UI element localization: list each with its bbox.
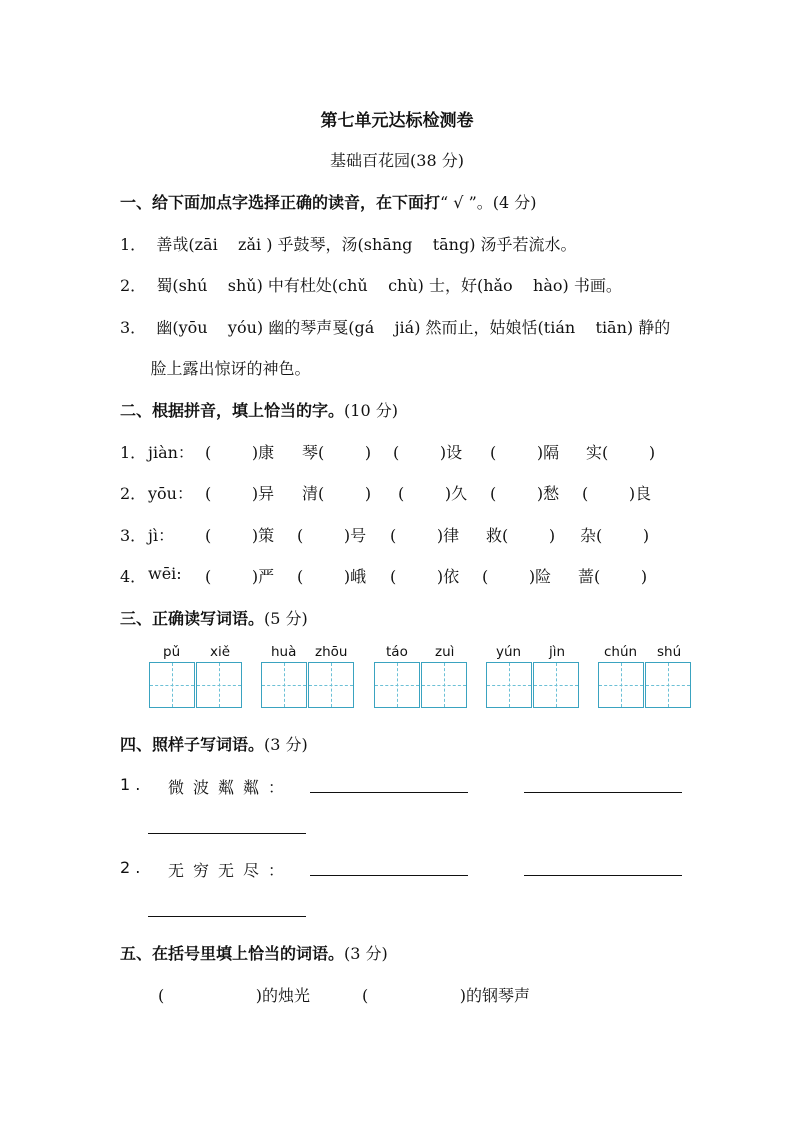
s1-item-1: 1． 善哉(zāi zǎi ) 乎鼓琴，汤(shāng tāng) 汤乎若流水。 <box>120 235 577 254</box>
writing-cell[interactable] <box>598 662 644 708</box>
pinyin-label: jìn <box>549 644 566 660</box>
pinyin-label: zhōu <box>315 644 348 660</box>
s4-item-1-word: 微波粼粼： <box>168 778 294 797</box>
section-2-heading: 二、根据拼音，填上恰当的字。(10 分) <box>120 401 398 420</box>
pinyin-label: táo <box>386 644 408 660</box>
answer-line[interactable] <box>524 875 682 876</box>
page-subtitle: 基础百花园(38 分) <box>330 151 464 170</box>
writing-cell[interactable] <box>196 662 242 708</box>
s1-item-2: 2． 蜀(shú shǔ) 中有杜处(chǔ chù) 士，好(hǎo hào) 书画。 <box>120 276 622 295</box>
section-4-heading: 四、照样子写词语。(3 分) <box>120 735 308 754</box>
pinyin-label: pǔ <box>163 644 181 660</box>
page-title: 第七单元达标检测卷 <box>320 111 474 131</box>
pinyin-label: chún <box>604 644 638 660</box>
s1-item-3: 3． 幽(yōu yóu) 幽的琴声戛(gá jiá) 然而止，姑娘恬(tián tiān) 静的 <box>120 318 671 337</box>
answer-line[interactable] <box>148 916 306 917</box>
pinyin-label: huà <box>271 644 297 660</box>
pinyin-label: shú <box>657 644 682 660</box>
answer-line[interactable] <box>310 875 468 876</box>
pinyin-label: yún <box>496 644 522 660</box>
s4-item-2-num: 2 . <box>120 858 141 877</box>
section-1-heading: 一、给下面加点字选择正确的读音，在下面打“ √ ”。(4 分) <box>120 193 537 212</box>
s1-item-3-cont: 脸上露出惊讶的神色。 <box>120 359 311 378</box>
writing-cell[interactable] <box>261 662 307 708</box>
writing-cell[interactable] <box>308 662 354 708</box>
pinyin-label: zuì <box>435 644 455 660</box>
s4-item-2-word: 无穷无尽： <box>168 861 294 880</box>
writing-cell[interactable] <box>149 662 195 708</box>
writing-cell[interactable] <box>486 662 532 708</box>
section-3-heading: 三、正确读写词语。(5 分) <box>120 609 308 628</box>
writing-cell[interactable] <box>645 662 691 708</box>
answer-line[interactable] <box>524 792 682 793</box>
s4-item-1-num: 1 . <box>120 775 141 794</box>
writing-cell[interactable] <box>374 662 420 708</box>
s5-item-2: ( )的钢琴声 <box>362 986 531 1005</box>
answer-line[interactable] <box>310 792 468 793</box>
answer-line[interactable] <box>148 833 306 834</box>
writing-cell[interactable] <box>533 662 579 708</box>
writing-cell[interactable] <box>421 662 467 708</box>
s5-item-1: ( )的烛光 <box>158 986 311 1005</box>
section-5-heading: 五、在括号里填上恰当的词语。(3 分) <box>120 944 388 963</box>
pinyin-label: xiě <box>210 644 231 660</box>
